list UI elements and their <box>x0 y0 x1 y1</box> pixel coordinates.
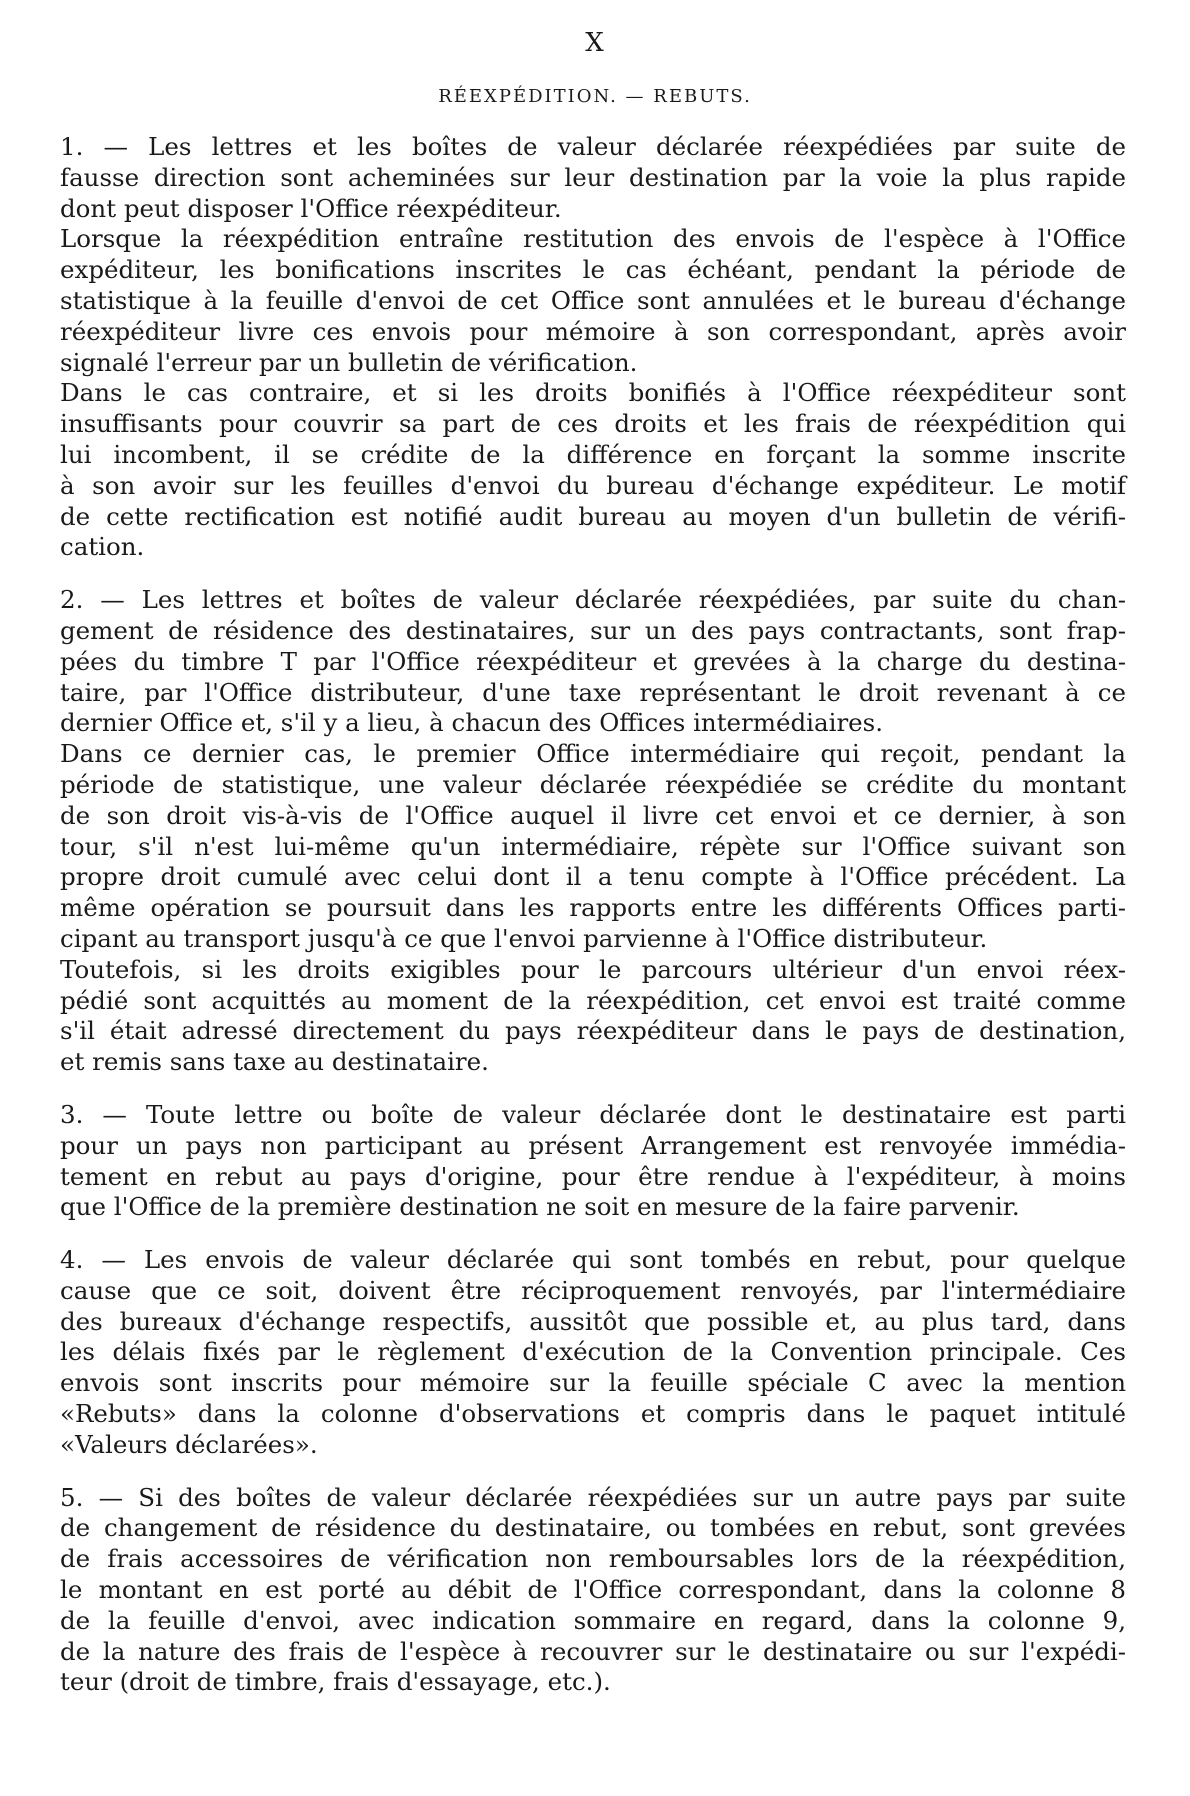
text-line: «Valeurs déclarées». <box>60 1429 318 1459</box>
text-line: de son droit vis-à-vis de l'Office auquel il livre cet envoi et ce dernier, à son <box>60 800 1126 830</box>
text-line: les délais fixés par le règlement d'exécution de la Convention principale. Ces <box>60 1337 1126 1367</box>
text-line: à son avoir sur les feuilles d'envoi du bureau d'échange expéditeur. Le motif <box>60 470 1126 500</box>
text-line: «Rebuts» dans la colonne d'observations et compris dans le paquet intitulé <box>60 1399 1126 1429</box>
text-line: pour un pays non participant au présent Arrangement est renvoyée immédia- <box>60 1130 1126 1160</box>
text-line: de cette rectification est notifié audit bureau au moyen d'un bulletin de vérifi- <box>60 501 1126 531</box>
article-section-1 <box>60 132 1126 563</box>
text-line: 4. — Les envois de valeur déclarée qui sont tombés en rebut, pour quelque <box>60 1245 1126 1275</box>
text-line: s'il était adressé directement du pays réexpéditeur dans le pays de destination, <box>60 1016 1126 1046</box>
text-line: de la feuille d'envoi, avec indication sommaire en regard, dans la colonne 9, <box>60 1605 1126 1635</box>
paragraph <box>60 585 1126 739</box>
paragraph <box>60 1245 1126 1461</box>
paragraph <box>60 739 1126 955</box>
text-line: 2. — Les lettres et boîtes de valeur déclarée réexpédiées, par suite du chan- <box>60 585 1126 615</box>
text-line: de la nature des frais de l'espèce à recouvrer sur le destinataire ou sur l'expédi- <box>60 1636 1126 1666</box>
paragraph <box>60 1483 1126 1699</box>
text-line: Dans le cas contraire, et si les droits bonifiés à l'Office réexpéditeur sont <box>60 378 1126 408</box>
text-line: de frais accessoires de vérification non remboursables lors de la réexpédition, <box>60 1544 1126 1574</box>
section-spacer <box>60 1223 1126 1245</box>
text-line: Toutefois, si les droits exigibles pour le parcours ultérieur d'un envoi réex- <box>60 954 1126 984</box>
paragraph <box>60 224 1126 378</box>
paragraph <box>60 955 1126 1078</box>
paragraph <box>60 378 1126 563</box>
text-line: 1. — Les lettres et les boîtes de valeur déclarée réexpédiées par suite de <box>60 132 1126 161</box>
text-line: insuffisants pour couvrir sa part de ces droits et les frais de réexpédition qui <box>60 409 1126 439</box>
text-line: cation. <box>60 532 145 562</box>
text-line: teur (droit de timbre, frais d'essayage, etc.). <box>60 1667 611 1697</box>
article-section-3 <box>60 1100 1126 1223</box>
article-section-2 <box>60 585 1126 1078</box>
text-line: 3. — Toute lettre ou boîte de valeur déclarée dont le destinataire est parti <box>60 1099 1126 1129</box>
text-line: même opération se poursuit dans les rapports entre les différents Offices parti- <box>60 893 1126 923</box>
body-text <box>60 132 1126 1698</box>
text-line: tour, s'il n'est lui-même qu'un intermédiaire, répète sur l'Office suivant son <box>60 831 1126 861</box>
text-line: le montant en est porté au débit de l'Office correspondant, dans la colonne 8 <box>60 1575 1126 1605</box>
text-line: cause que ce soit, doivent être réciproquement renvoyés, par l'intermédiaire <box>60 1275 1126 1305</box>
text-line: signalé l'erreur par un bulletin de vérification. <box>60 347 638 377</box>
text-line: statistique à la feuille d'envoi de cet Office sont annulées et le bureau d'échange <box>60 285 1126 315</box>
text-line: expéditeur, les bonifications inscrites le cas échéant, pendant la période de <box>60 255 1126 285</box>
page-number: X <box>585 28 605 58</box>
text-line: pées du timbre T par l'Office réexpéditeur et grevées à la charge du destina- <box>60 646 1126 676</box>
text-line: pédié sont acquittés au moment de la réexpédition, cet envoi est traité comme <box>60 985 1126 1015</box>
text-line: Lorsque la réexpédition entraîne restitution des envois de l'espèce à l'Office <box>60 224 1126 254</box>
text-line: des bureaux d'échange respectifs, aussitôt que possible et, au plus tard, dans <box>60 1306 1126 1336</box>
text-line: Dans ce dernier cas, le premier Office intermédiaire qui reçoit, pendant la <box>60 739 1126 769</box>
text-line: taire, par l'Office distributeur, d'une taxe représentant le droit revenant à ce <box>60 677 1126 707</box>
text-line: 5. — Si des boîtes de valeur déclarée réexpédiées sur un autre pays par suite <box>60 1482 1126 1512</box>
text-line: envois sont inscrits pour mémoire sur la feuille spéciale C avec la mention <box>60 1368 1126 1398</box>
text-line: et remis sans taxe au destinataire. <box>60 1047 489 1077</box>
text-line: de changement de résidence du destinataire, ou tombées en rebut, sont grevées <box>60 1513 1126 1543</box>
section-spacer <box>60 1078 1126 1100</box>
paragraph <box>60 1100 1126 1223</box>
text-line: dernier Office et, s'il y a lieu, à chacun des Offices intermédiaires. <box>60 708 884 738</box>
article-section-4 <box>60 1245 1126 1461</box>
article-section-5 <box>60 1483 1126 1699</box>
text-line: fausse direction sont acheminées sur leur destination par la voie la plus rapide <box>60 162 1126 192</box>
text-line: gement de résidence des destinataires, sur un des pays contractants, sont frap- <box>60 615 1126 645</box>
text-line: tement en rebut au pays d'origine, pour être rendue à l'expéditeur, à moins <box>60 1161 1126 1191</box>
text-line: cipant au transport jusqu'à ce que l'envoi parvienne à l'Office distributeur. <box>60 923 988 953</box>
text-line: période de statistique, une valeur déclarée réexpédiée se crédite du montant <box>60 769 1126 799</box>
section-spacer <box>60 1461 1126 1483</box>
text-line: que l'Office de la première destination ne soit en mesure de la faire parvenir. <box>60 1192 1020 1222</box>
text-line: réexpéditeur livre ces envois pour mémoire à son correspondant, après avoir <box>60 316 1126 346</box>
text-line: propre droit cumulé avec celui dont il a tenu compte à l'Office précédent. La <box>60 862 1126 892</box>
paragraph <box>60 132 1126 224</box>
section-spacer <box>60 563 1126 585</box>
text-line: dont peut disposer l'Office réexpéditeur. <box>60 193 562 223</box>
running-title: RÉEXPÉDITION. — REBUTS. <box>438 86 752 107</box>
text-line: lui incombent, il se crédite de la différence en forçant la somme inscrite <box>60 439 1126 469</box>
